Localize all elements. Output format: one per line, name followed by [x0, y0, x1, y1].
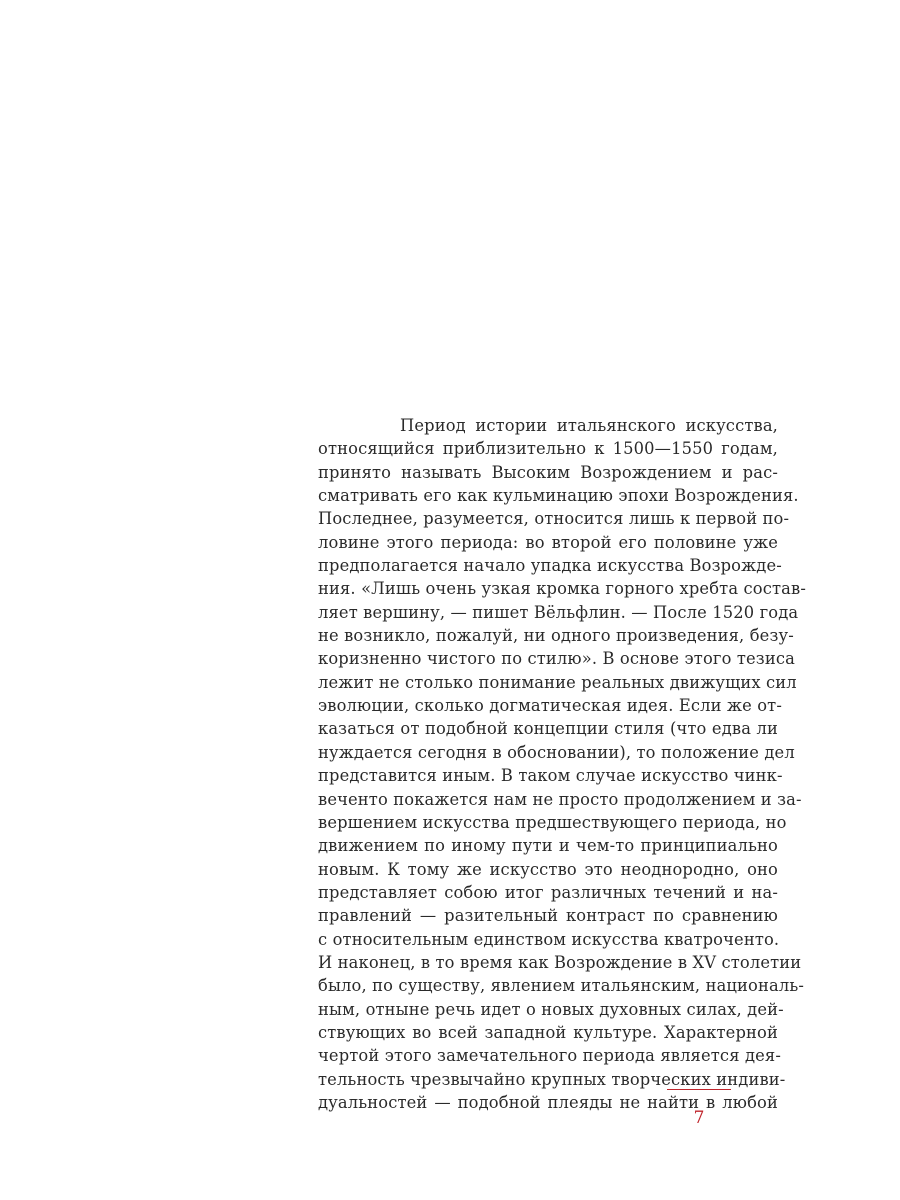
text-line: ствующих во всей западной культуре. Характерной — [318, 1022, 778, 1042]
text-line: представляет собою итог различных течений и на- — [318, 882, 778, 902]
text-line: ния. «Лишь очень узкая кромка горного хребта состав- — [318, 579, 806, 599]
text-line: Последнее, разумеется, относится лишь к первой по- — [318, 509, 790, 529]
text-line: ловине этого периода: во второй его половине уже — [318, 532, 778, 552]
text-line: с относительным единством искусства кватроченто. — [318, 929, 780, 949]
text-line: Период истории итальянского искусства, — [400, 416, 778, 435]
body-paragraph — [318, 414, 806, 1114]
text-line: вершением искусства предшествующего периода, но — [318, 812, 787, 832]
text-line: чертой этого замечательного периода является дея- — [318, 1046, 781, 1066]
text-line: относящийся приблизительно к 1500—1550 годам, — [318, 439, 778, 459]
text-line: казаться от подобной концепции стиля (что едва ли — [318, 719, 778, 739]
text-line: предполагается начало упадка искусства Возрожде- — [318, 556, 782, 576]
text-line: веченто покажется нам не просто продолжением и за- — [318, 789, 802, 809]
text-line: представится иным. В таком случае искусство чинк- — [318, 766, 783, 786]
text-line: ным, отныне речь идет о новых духовных силах, дей- — [318, 999, 784, 1019]
text-line: принято называть Высоким Возрождением и рас- — [318, 462, 778, 482]
text-line: коризненно чистого по стилю». В основе этого тезиса — [318, 649, 795, 669]
text-line: дуальностей — подобной плеяды не найти в любой — [318, 1092, 778, 1112]
text-line: правлений — разительный контраст по сравнению — [318, 906, 778, 926]
text-line: движением по иному пути и чем-то принципиально — [318, 836, 778, 856]
text-line: не возникло, пожалуй, ни одного произведения, безу- — [318, 626, 794, 646]
text-line: лежит не столько понимание реальных движущих сил — [318, 672, 797, 692]
text-line: ляет вершину, — пишет Вёльфлин. — После 1520 года — [318, 602, 799, 622]
folio-rule — [667, 1089, 731, 1090]
text-line: тельность чрезвычайно крупных творческих индиви- — [318, 1069, 786, 1089]
text-line: нуждается сегодня в обосновании), то положение дел — [318, 742, 795, 762]
text-line: сматривать его как кульминацию эпохи Возрождения. — [318, 486, 799, 506]
text-line: было, по существу, явлением итальянским, националь- — [318, 976, 805, 996]
page-number: 7 — [693, 1108, 705, 1128]
text-line: И наконец, в то время как Возрождение в XV столетии — [318, 952, 802, 972]
text-line: новым. К тому же искусство это неоднородно, оно — [318, 859, 778, 879]
text-line: эволюции, сколько догматическая идея. Если же от- — [318, 696, 782, 716]
